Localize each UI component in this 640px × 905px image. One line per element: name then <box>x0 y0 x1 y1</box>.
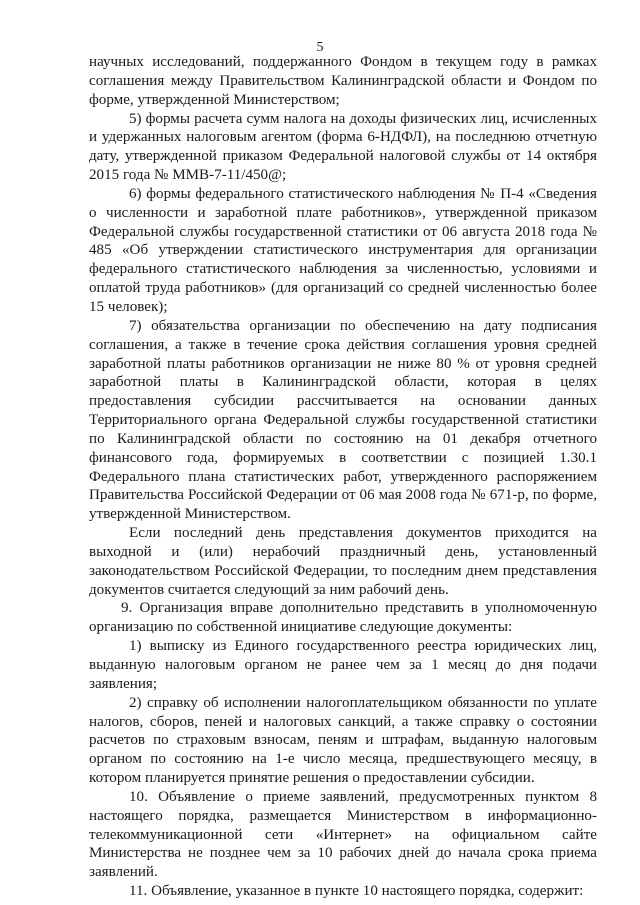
paragraph-item-7: 7) обязательства организации по обеспечению на дату подписания соглашения, а также в течение срока действия соглашения уровня средней заработной платы работников организации не ниже 80 % от уровня средней заработной платы в Калининградской области, которая в целях предоставления субсидии рассчитывается на основании данных Территориального органа Федеральной службы государственной статистики по Калининградской области по состоянию на 01 декабря отчетного финансового года, формируемых в соответствии с позицией 1.30.1 Федерального плана статистических работ, утвержденного распоряжением Правительства Российской Федерации от 06 мая 2008 года № 671-р, по форме, утвержденной Министерством. <box>89 317 597 523</box>
paragraph-deadline-note: Если последний день представления документов приходится на выходной и (или) нерабочий праздничный день, установленный законодательством Российской Федерации, то последним днем представления документов считается следующий за ним рабочий день. <box>89 525 597 598</box>
paragraph-item-6: 6) формы федерального статистического наблюдения № П-4 «Сведения о численности и заработной плате работников», утвержденной приказом Федеральной службы государственной статистики от 06 августа 2018 года № 485 «Об утверждении статистического инструментария для организации федерального статистического наблюдения за численностью, условиями и оплатой труда работников» (для организаций со средней численностью более 15 человек); <box>89 185 597 315</box>
document-body <box>89 53 597 901</box>
paragraph-clause-9-item-1: 1) выписку из Единого государственного реестра юридических лиц, выданную налоговым органом не ранее чем за 1 месяц до дня подачи заявления; <box>89 638 597 692</box>
paragraph-continuation: научных исследований, поддержанного Фондом в текущем году в рамках соглашения между Правительством Калининградской области и Фондом по форме, утвержденной Министерством; <box>89 54 597 108</box>
page-number: 5 <box>316 40 324 55</box>
paragraph-clause-11: 11. Объявление, указанное в пункте 10 настоящего порядка, содержит: <box>129 883 584 900</box>
paragraph-clause-10: 10. Объявление о приеме заявлений, предусмотренных пунктом 8 настоящего порядка, размещается Министерством в информационно-телекоммуникационной сети «Интернет» на официальном сайте Министерства не позднее чем за 10 рабочих дней до начала срока приема заявлений. <box>89 788 597 881</box>
paragraph-clause-9-item-2: 2) справку об исполнении налогоплательщиком обязанности по уплате налогов, сборов, пеней и налоговых санкций, а также справку о состоянии расчетов по страховым взносам, пеням и штрафам, выданную налоговым органом по состоянию на 1-е число месяца, предшествующего месяцу, в котором планируется принятие решения о предоставлении субсидии. <box>89 694 597 787</box>
paragraph-clause-9: 9. Организация вправе дополнительно представить в уполномоченную организацию по собственной инициативе следующие документы: <box>89 600 597 636</box>
paragraph-item-5: 5) формы расчета сумм налога на доходы физических лиц, исчисленных и удержанных налоговым агентом (форма 6-НДФЛ), на последнюю отчетную дату, утвержденной приказом Федеральной налоговой службы от 14 октября 2015 года № ММВ-7-11/450@; <box>89 110 597 184</box>
